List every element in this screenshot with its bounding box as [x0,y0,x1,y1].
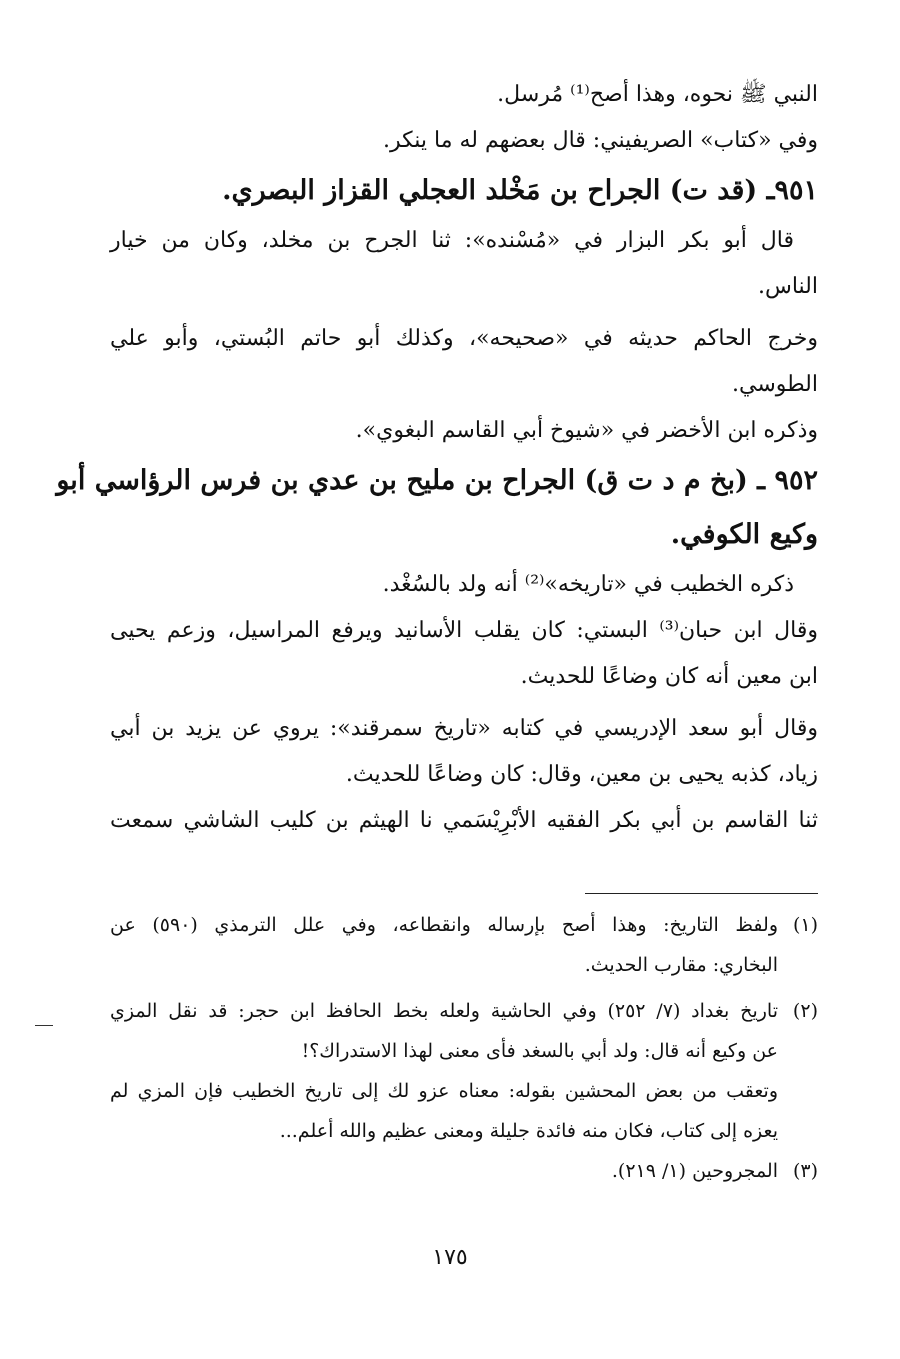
text-line: ثنا القاسم بن أبي بكر الفقيه الأبْرِيْسَمي نا الهيثم بن كليب الشاشي سمعت [110,808,818,833]
footnote-number: (٢) [792,1000,818,1022]
footnote-text: المجروحين (١/ ٢١٩). [611,1160,778,1182]
text-line: النبي ﷺ نحوه، وهذا أصح⁽¹⁾ مُرسل. [497,82,818,107]
footnote-text: عن وكيع أنه قال: ولد أبي بالسغد فأى معنى لهذا الاستدراك؟! [301,1040,778,1062]
footnote-2 [110,991,818,1151]
main-text [56,72,818,844]
text-line: وفي «كتاب» الصريفيني: قال بعضهم له ما ينكر. [382,128,818,153]
footnote-1 [110,905,818,985]
text-line: وقال أبو سعد الإدريسي في كتابه «تاريخ سمرقند»: يروي عن يزيد بن أبي [110,716,818,741]
margin-mark [35,1025,53,1026]
footnote-text: يعزه إلى كتاب، فكان منه فائدة جليلة ومعنى عظيم والله أعلم... [279,1120,778,1142]
entry-heading-952: ٩٥٢ ـ (بخ م د ت ق) الجراح بن مليح بن عدي بن فرس الرؤاسي أبو [56,465,818,496]
text-line: وذكره ابن الأخضر في «شيوخ أبي القاسم البغوي». [355,418,818,443]
text-line: ابن معين أنه كان وضاعًا للحديث. [520,664,818,689]
page-number: ١٧٥ [432,1245,468,1270]
text-line: وخرج الحاكم حديثه في «صحيحه»، وكذلك أبو حاتم البُستي، وأبو علي [110,326,818,351]
entry-heading-952-cont: وكيع الكوفي. [670,519,818,550]
footnote-number: (١) [792,914,818,936]
text-line: وقال ابن حبان⁽³⁾ البستي: كان يقلب الأسانيد ويرفع المراسيل، وزعم يحيى [110,618,818,643]
text-line: زياد، كذبه يحيى بن معين، وقال: كان وضاعًا للحديث. [345,762,818,787]
footnote-text: تاريخ بغداد (٧/ ٢٥٢) وفي الحاشية ولعله بخط الحافظ ابن حجر: قد نقل المزي [110,1000,778,1022]
footnote-text: ولفظ التاريخ: وهذا أصح بإرساله وانقطاعه، وفي علل الترمذي (٥٩٠) عن [110,914,778,936]
text-line: قال أبو بكر البزار في «مُسْنده»: ثنا الجرح بن مخلد، وكان من خيار [110,228,794,253]
footnote-number: (٣) [792,1160,818,1182]
entry-heading-951: ٩٥١ـ (قد ت) الجراح بن مَخْلد العجلي القزاز البصري. [222,175,818,206]
footnote-text: وتعقب من بعض المحشين بقوله: معناه عزو لك إلى تاريخ الخطيب فإن المزي لم [110,1080,778,1102]
footnote-separator [585,893,818,894]
text-line: الطوسي. [732,372,818,397]
footnote-3 [110,1151,818,1191]
text-line: الناس. [757,274,818,299]
footnotes [110,905,818,1191]
footnote-text: البخاري: مقارب الحديث. [584,954,778,976]
text-line: ذكره الخطيب في «تاريخه»⁽²⁾ أنه ولد بالسُغْد. [382,572,794,597]
